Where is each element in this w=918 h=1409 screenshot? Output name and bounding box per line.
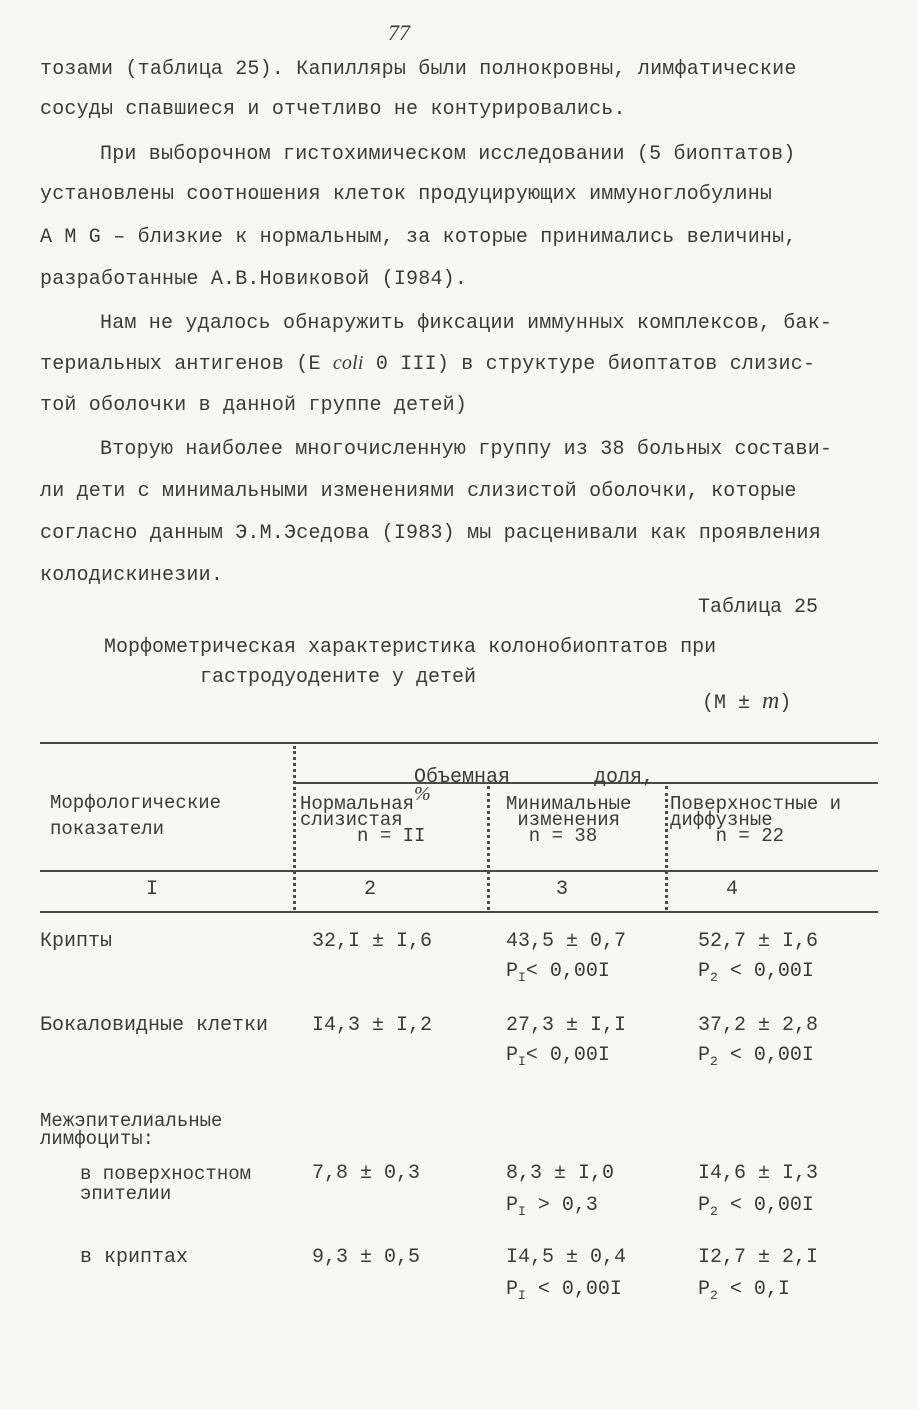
p-value-2: $P_2 < 0,00I$ xyxy=(698,1044,814,1069)
table-label: Таблица 25 xyxy=(698,596,819,619)
table-rule-header xyxy=(40,870,878,872)
text-line: согласно данным Э.М.Эседова (I983) мы расценивали как проявления xyxy=(40,522,821,545)
row-label: Крипты xyxy=(40,930,113,953)
header-group-text: Объемная доля, xyxy=(414,766,655,789)
units-prefix: (M ± xyxy=(702,692,751,715)
text-line: тозами (таблица 25). Капилляры были полнокровны, лимфатические xyxy=(40,58,797,81)
table-caption-line-2: гастродуодените у детей xyxy=(200,666,477,689)
text-line: Нам не удалось обнаружить фиксации иммунных комплексов, бак- xyxy=(100,312,833,335)
text-line xyxy=(40,352,815,376)
units-m: m xyxy=(762,688,780,714)
p-value-2: $P_2 < 0,00I$ xyxy=(698,1194,814,1219)
text-line: разработанные А.В.Новиковой (I984). xyxy=(40,268,468,291)
p-value-1: $P_I< 0,00I$ xyxy=(506,960,610,985)
value-minimal: 8,3 ± I,0 xyxy=(506,1162,615,1185)
value-minimal: 27,3 ± I,I xyxy=(506,1014,627,1037)
table-rule-numbers xyxy=(40,911,878,913)
text-fragment: 0 III) в структуре биоптатов слизис- xyxy=(375,353,816,376)
row-label: в криптах xyxy=(80,1246,189,1269)
text-fragment: териальных антигенов (E xyxy=(40,353,321,376)
text-line: A M G – близкие к нормальным, за которые принимались величины, xyxy=(40,226,797,249)
value-normal: I4,3 ± I,2 xyxy=(312,1014,433,1037)
text-line: Вторую наиболее многочисленную группу из 38 больных состави- xyxy=(100,438,833,461)
page-number: 77 xyxy=(388,20,410,45)
text-line: той оболочки в данной группе детей) xyxy=(40,394,468,417)
value-diffuse: 52,7 ± I,6 xyxy=(698,930,819,953)
table-rule-top xyxy=(40,742,878,744)
value-minimal: 43,5 ± 0,7 xyxy=(506,930,627,953)
text-line: колодискинезии. xyxy=(40,564,224,587)
value-diffuse: I4,6 ± I,3 xyxy=(698,1162,819,1185)
p-value-2: $P_2 < 0,I$ xyxy=(698,1278,790,1303)
value-normal: 32,I ± I,6 xyxy=(312,930,433,953)
header-col-indicators: Морфологические показатели xyxy=(50,792,222,840)
table-vsep xyxy=(293,746,296,910)
column-number: 4 xyxy=(726,878,739,901)
column-number: 3 xyxy=(556,878,569,901)
row-group-label: Межэпителиальные лимфоциты: xyxy=(40,1110,223,1150)
value-diffuse: I2,7 ± 2,I xyxy=(698,1246,819,1269)
value-normal: 7,8 ± 0,3 xyxy=(312,1162,421,1185)
table-units xyxy=(702,688,791,715)
text-line: установлены соотношения клеток продуцирующих иммуноглобулины xyxy=(40,183,773,206)
p-value-1: $P_I< 0,00I$ xyxy=(506,1044,610,1069)
table-caption-line-1: Морфометрическая характеристика колонобиоптатов при xyxy=(104,636,717,659)
row-label: в поверхностном эпителии xyxy=(80,1163,252,1205)
handwritten-coli: coli xyxy=(332,352,364,374)
value-diffuse: 37,2 ± 2,8 xyxy=(698,1014,819,1037)
table-vsep xyxy=(665,786,668,910)
value-normal: 9,3 ± 0,5 xyxy=(312,1246,421,1269)
header-col-minimal: Минимальные изменения n = 38 xyxy=(506,793,632,847)
column-number: I xyxy=(146,878,159,901)
text-line: ли дети с минимальными изменениями слизистой оболочки, которые xyxy=(40,480,797,503)
text-line: сосуды спавшиеся и отчетливо не контурировались. xyxy=(40,98,626,121)
p-value-2: $P_2 < 0,00I$ xyxy=(698,960,814,985)
value-minimal: I4,5 ± 0,4 xyxy=(506,1246,627,1269)
percent-sign: % xyxy=(414,783,431,805)
row-label: Бокаловидные клетки xyxy=(40,1014,269,1037)
units-suffix: ) xyxy=(779,692,792,715)
header-col-normal: Нормальная слизистая n = II xyxy=(300,793,426,847)
header-col-diffuse: Поверхностные и диффузные n = 22 xyxy=(670,793,842,847)
p-value-1: $P_I > 0,3$ xyxy=(506,1194,598,1219)
column-number: 2 xyxy=(364,878,377,901)
p-value-1: $P_I < 0,00I$ xyxy=(506,1278,622,1303)
text-line: При выборочном гистохимическом исследовании (5 биоптатов) xyxy=(100,143,796,166)
